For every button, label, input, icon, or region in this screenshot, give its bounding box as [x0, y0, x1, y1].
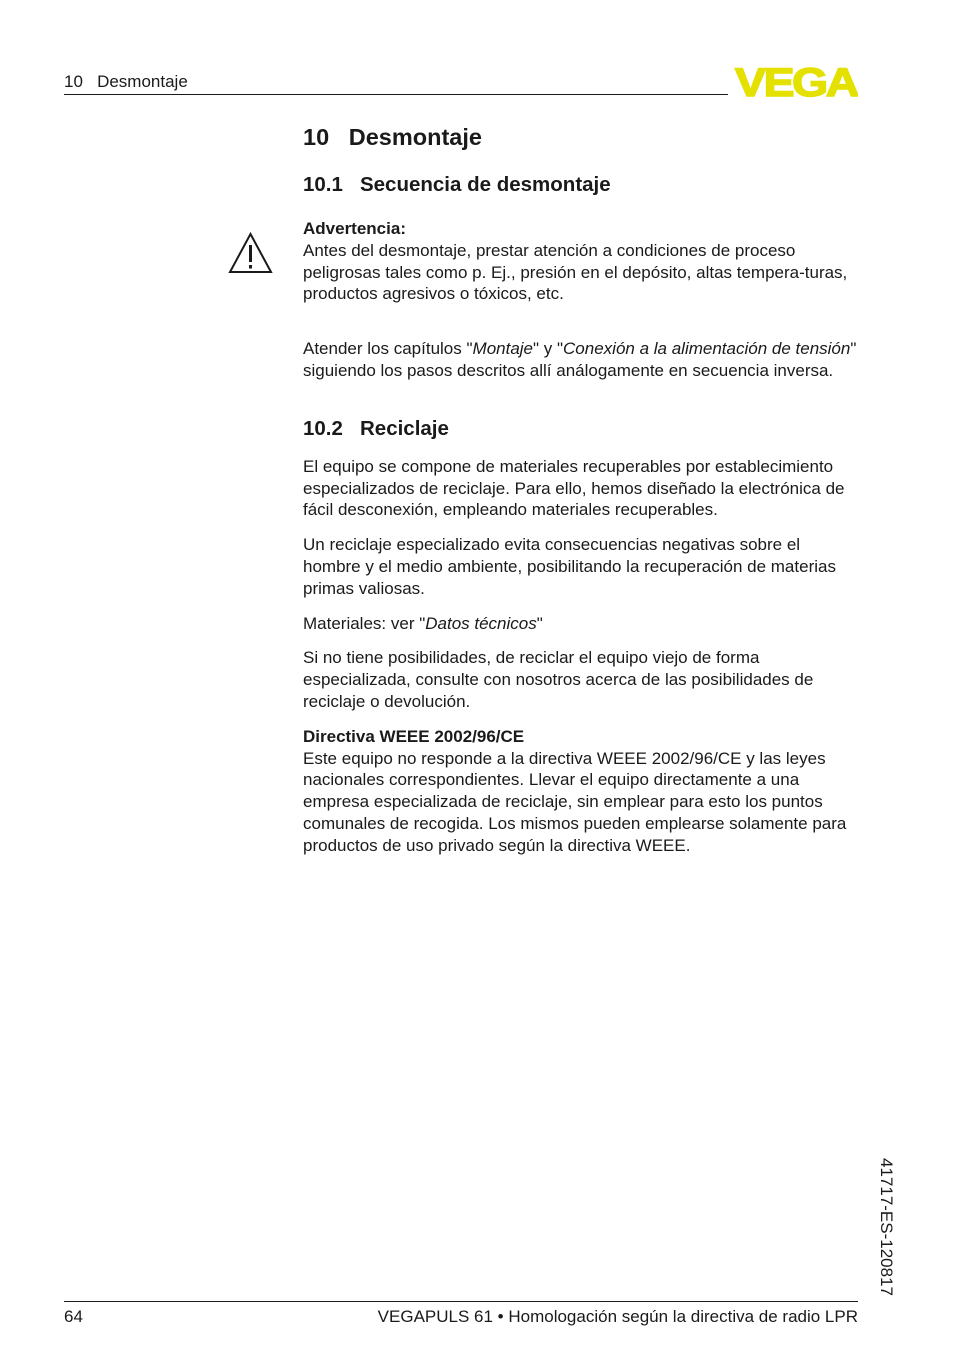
- section-title-10-2: 10.2 Reciclaje: [303, 416, 449, 440]
- ref-datos-tecnicos: Datos técnicos: [425, 613, 537, 633]
- recycling-paragraph-4: Si no tiene posibilidades, de reciclar el equipo viejo de forma especializada, consulte con nosotros acerca de las posibilidades de reciclaje o devolución.: [303, 648, 814, 711]
- ref-conexion: Conexión a la alimentación de tensión: [563, 339, 851, 359]
- section-title-10-1: 10.1 Secuencia de desmontaje: [303, 173, 611, 196]
- disassembly-paragraph: [303, 338, 859, 382]
- footer-divider: [64, 1301, 858, 1302]
- running-header: 10 Desmontaje: [64, 72, 188, 91]
- document-code: 41717-ES-120817: [877, 1158, 896, 1297]
- footer-document-title: VEGAPULS 61 • Homologación según la directiva de radio LPR: [377, 1307, 858, 1326]
- ref-montaje: Montaje: [472, 339, 534, 359]
- para-prefix: Atender los capítulos ": [303, 339, 473, 359]
- weee-text: Este equipo no responde a la directiva WEEE 2002/96/CE y las leyes nacionales correspondientes. Llevar el equipo directamente a una empresa especializada de reciclaje, sin emplear para esto los puntos comunales de recogida. Los mismos pueden emplearse solamente para productos de uso privado según la directiva WEEE.: [303, 748, 847, 855]
- materials-paragraph: [303, 613, 859, 635]
- recycling-paragraph-1: El equipo se compone de materiales recuperables por establecimiento especializados de reciclaje. Para ello, hemos diseñado la electrónica de fácil desconexión, empleando materiales recuperables.: [303, 456, 845, 520]
- warning-label: Advertencia:: [303, 219, 406, 238]
- para-suffix: " siguiendo los pasos descritos allí análogamente en secuencia inversa.: [303, 339, 857, 380]
- recycling-paragraph-2: Un reciclaje especializado evita consecuencias negativas sobre el hombre y el medio ambiente, posibilitando la recuperación de materias primas valiosas.: [303, 535, 836, 598]
- vega-logo: [734, 64, 858, 100]
- header-divider: [64, 94, 728, 95]
- logo-text: VEGA: [735, 64, 858, 100]
- para-mid: " y ": [533, 339, 564, 359]
- materials-prefix: Materiales: ver ": [303, 613, 426, 633]
- warning-text: Antes del desmontaje, prestar atención a condiciones de proceso peligrosas tales como p. Ej., presión en el depósito, altas tempera-turas, productos agresivos o tóxicos, etc.: [303, 240, 848, 304]
- chapter-title: 10 Desmontaje: [303, 124, 482, 150]
- page-number: 64: [64, 1307, 83, 1326]
- materials-suffix: ": [536, 613, 543, 633]
- main-content: [303, 120, 859, 857]
- warning-triangle-icon: [228, 232, 273, 274]
- weee-title: Directiva WEEE 2002/96/CE: [303, 726, 525, 746]
